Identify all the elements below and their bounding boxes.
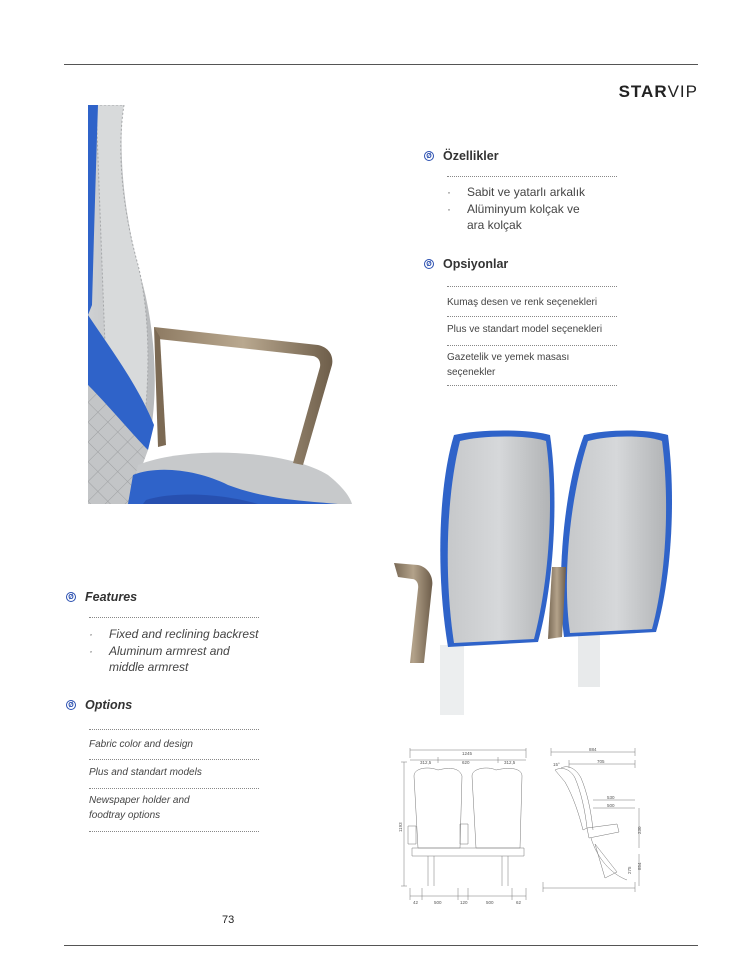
top-rule (64, 64, 698, 65)
list-item: · Aluminum armrest and (89, 643, 258, 660)
dimension-label: 620 (462, 760, 470, 765)
option-item: Newspaper holder and (89, 795, 190, 806)
divider (89, 729, 259, 730)
technical-drawing-side (535, 748, 645, 893)
divider (89, 831, 259, 832)
tr-options-heading: Ø Opsiyonlar (424, 257, 508, 271)
dimension-label: 42 (413, 900, 419, 905)
list-item: · Alüminyum kolçak ve (447, 201, 585, 218)
divider (447, 176, 617, 177)
dimension-label: 62 (516, 900, 522, 905)
option-item: Plus and standart models (89, 767, 202, 778)
dimension-label: 500 (434, 900, 442, 905)
option-item: Fabric color and design (89, 739, 193, 750)
option-item: Plus ve standart model seçenekleri (447, 324, 603, 335)
list-item-continued: ara kolçak (467, 218, 522, 232)
brand-badge-icon: Ø (424, 151, 434, 161)
en-features-heading: Ø Features (66, 590, 137, 604)
divider (447, 345, 617, 346)
option-item-continued: seçenekler (447, 367, 496, 378)
divider (89, 759, 259, 760)
option-item: Gazetelik ve yemek masası (447, 352, 570, 363)
page-number: 73 (222, 914, 235, 926)
dimension-label: 312,5 (504, 760, 516, 765)
dimension-label: 530 (607, 795, 615, 800)
seat-closeup-photo (88, 105, 352, 504)
dimension-label: 312,5 (420, 760, 432, 765)
list-item-continued: middle armrest (109, 660, 189, 674)
divider (89, 788, 259, 789)
brand-badge-icon: Ø (66, 700, 76, 710)
dimension-label: 854 (637, 862, 642, 870)
dimension-label: 230 (637, 826, 642, 834)
tr-features-heading: Ø Özellikler (424, 149, 499, 163)
dimension-label: 1193 (398, 822, 403, 832)
double-seat-photo (388, 427, 678, 722)
list-item: · Fixed and reclining backrest (89, 626, 258, 643)
divider (447, 316, 617, 317)
option-item: Kumaş desen ve renk seçenekleri (447, 297, 598, 308)
brand-badge-icon: Ø (66, 592, 76, 602)
en-features-list (89, 626, 258, 676)
divider (447, 286, 617, 287)
divider (89, 617, 259, 618)
dimension-label: 705 (597, 759, 605, 764)
divider (447, 385, 617, 386)
dimension-label: 500 (607, 803, 615, 808)
brand-logo: STARVIP (618, 82, 698, 101)
dimension-label: 884 (589, 748, 597, 752)
brand-badge-icon: Ø (424, 259, 434, 269)
dimension-label: 500 (486, 900, 494, 905)
en-options-heading: Ø Options (66, 698, 132, 712)
dimension-label: 275 (627, 866, 632, 874)
tr-features-list (447, 184, 585, 234)
technical-drawing-front (398, 748, 538, 906)
dimension-label: 120 (460, 900, 468, 905)
dimension-label: 15° (553, 762, 560, 767)
bottom-rule (64, 945, 698, 946)
list-item: · Sabit ve yatarlı arkalık (447, 184, 585, 201)
dimension-label: 1245 (462, 751, 473, 756)
option-item-continued: foodtray options (89, 810, 161, 821)
